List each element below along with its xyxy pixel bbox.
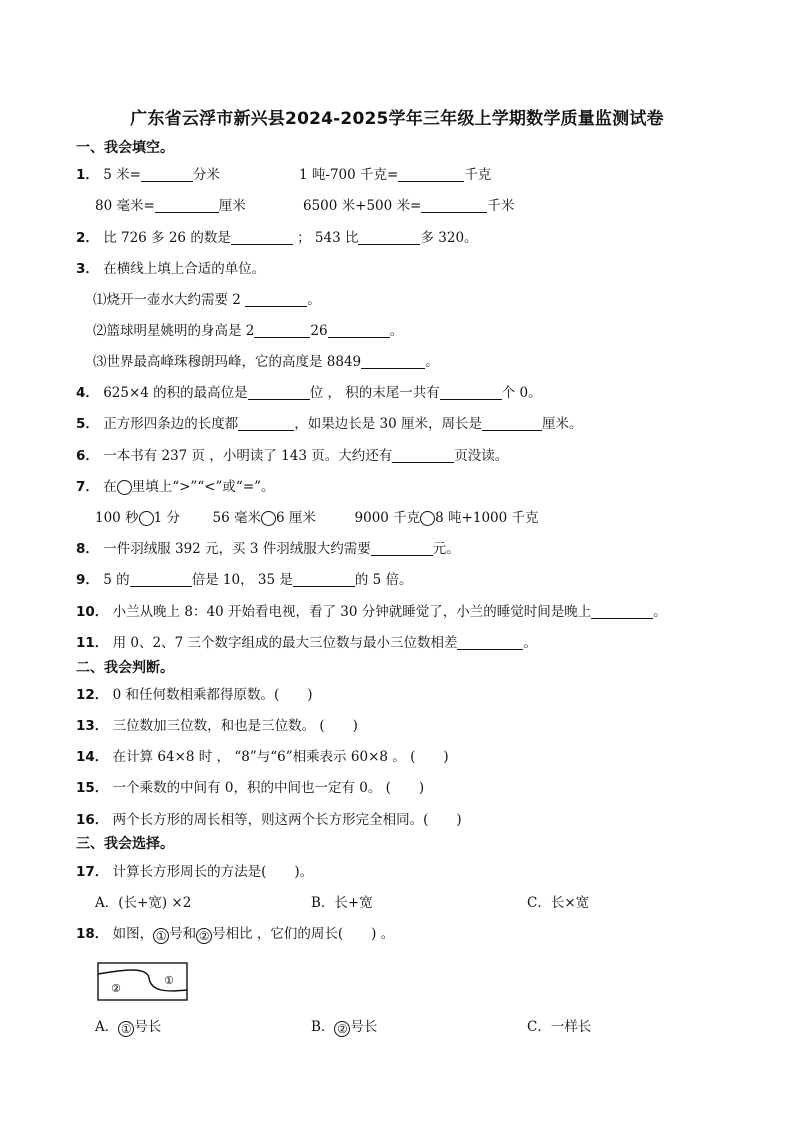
section-judge: 二、我会判断。 (76, 660, 174, 676)
q7-text-a: 在 (103, 479, 117, 495)
q12-text: 0 和任何数相乘都得原数。( (112, 687, 280, 703)
q10-text-b: 。 (653, 604, 667, 620)
q17-close: )。 (294, 864, 314, 880)
q-number: 8． (76, 541, 99, 557)
q14-close: ) (443, 749, 449, 765)
q-number: 4． (76, 385, 99, 401)
q1-b2: 千克 (464, 167, 492, 183)
q7-e3-right: 8 吨+1000 千克 (435, 510, 539, 526)
q9-text-b: 倍是 10， 35 是 (191, 572, 293, 588)
q9-text-a: 5 的 (103, 572, 130, 588)
question-14 (76, 748, 449, 766)
question-7 (76, 478, 275, 496)
q3-item3-text: ⑶世界最高峰珠穆朗玛峰，它的高度是 8849 (93, 354, 362, 370)
section-fill: 一、我会填空。 (76, 140, 174, 156)
compare-circle[interactable] (420, 511, 435, 526)
rectangle-figure (97, 962, 189, 1002)
question-7-exercises (95, 509, 539, 527)
q3-item1-text: ⑴烧开一壶水大约需要 2 (93, 292, 241, 308)
question-10 (76, 603, 667, 621)
q13-text: 三位数加三位数，和也是三位数。 ( (112, 718, 325, 734)
answer-blank[interactable] (254, 323, 310, 338)
q1-c2: 厘米 (218, 198, 246, 214)
q13-close: ) (352, 718, 358, 734)
answer-blank[interactable] (130, 572, 192, 587)
q11-text-a: 用 0、2、7 三个数字组成的最大三位数与最小三位数相差 (112, 635, 458, 651)
question-18 (76, 925, 394, 944)
question-11 (76, 634, 537, 652)
q7-e1-right: 1 分 (153, 510, 180, 526)
q1-c1: 80 毫米= (95, 198, 155, 214)
answer-blank[interactable] (361, 354, 425, 369)
option-b[interactable]: B．长+宽 (311, 895, 373, 911)
question-3 (76, 260, 265, 278)
answer-blank[interactable] (421, 198, 487, 213)
question-6 (76, 447, 508, 465)
option-text: 号长 (350, 1019, 378, 1035)
answer-blank[interactable] (482, 416, 542, 431)
compare-circle[interactable] (139, 511, 154, 526)
q18-text-a: 如图， (112, 926, 154, 942)
answer-blank[interactable] (231, 230, 293, 245)
q3-item2-end: 。 (389, 323, 404, 339)
question-1-d (303, 197, 514, 215)
q7-e1-left: 100 秒 (95, 510, 139, 526)
q-number: 1． (76, 167, 99, 183)
answer-blank[interactable] (248, 385, 310, 400)
q-number: 18． (76, 926, 109, 942)
q-number: 10． (76, 604, 109, 620)
q-number: 9． (76, 572, 99, 588)
q-number: 7． (76, 479, 99, 495)
answer-blank[interactable] (440, 385, 502, 400)
question-3-item-3 (93, 353, 439, 371)
q3-item3-end: 。 (425, 354, 439, 370)
q3-text: 在横线上填上合适的单位。 (103, 261, 266, 277)
q14-text: 在计算 64×8 时 ， “8”与“6”相乘表示 60×8 。 ( (112, 749, 416, 765)
question-4 (76, 384, 542, 402)
q4-text-c: 个 0。 (501, 385, 542, 401)
q5-text-b: ，如果边长是 30 厘米，周长是 (294, 416, 482, 432)
question-15 (76, 779, 424, 797)
compare-circle[interactable] (261, 511, 276, 526)
answer-blank[interactable] (457, 635, 523, 650)
answer-blank[interactable] (155, 198, 219, 213)
circled-two: ② (196, 928, 212, 944)
option-b[interactable] (311, 1018, 377, 1037)
question-3-item-1 (93, 291, 321, 309)
question-13 (76, 717, 358, 735)
option-c[interactable]: C．长×宽 (527, 895, 590, 911)
q3-item1-end: 。 (307, 292, 321, 308)
answer-blank[interactable] (238, 416, 294, 431)
q17-text: 计算长方形周长的方法是( (112, 864, 267, 880)
question-17 (76, 863, 313, 881)
q18-text-b: 号和 (169, 926, 197, 942)
q18-text-c: 号相比 ，它们的周长( (212, 926, 344, 942)
q-number: 15． (76, 780, 109, 796)
circled-one: ① (153, 928, 169, 944)
answer-blank[interactable] (371, 541, 433, 556)
q4-text-a: 625×4 的积的最高位是 (103, 385, 248, 401)
option-text: 号长 (134, 1019, 162, 1035)
q10-text-a: 小兰从晚上 8：40 开始看电视，看了 30 分钟就睡觉了，小兰的睡觉时间是晚上 (112, 604, 592, 620)
q11-text-b: 。 (523, 635, 537, 651)
answer-blank[interactable] (293, 572, 355, 587)
q8-text-b: 元。 (432, 541, 460, 557)
option-c[interactable]: C．一样长 (527, 1019, 592, 1035)
option-letter: A． (95, 1019, 119, 1035)
q-number: 13． (76, 718, 109, 734)
q4-text-b: 位 ， 积的末尾一共有 (309, 385, 440, 401)
answer-blank[interactable] (392, 448, 454, 463)
question-1-b (299, 166, 491, 184)
option-letter: B． (311, 1019, 335, 1035)
circled-one: ① (118, 1021, 134, 1037)
q2-text-b: ； 543 比 (297, 230, 359, 246)
question-9 (76, 571, 413, 589)
q7-e2-right: 6 厘米 (276, 510, 316, 526)
q-number: 11． (76, 635, 109, 651)
q1-a1: 5 米= (103, 167, 141, 183)
question-2 (76, 229, 478, 247)
q15-close: ) (418, 780, 425, 796)
q5-text-a: 正方形四条边的长度都 (103, 416, 239, 432)
answer-blank[interactable] (591, 604, 653, 619)
answer-blank[interactable] (245, 292, 307, 307)
option-a[interactable] (95, 1018, 161, 1037)
answer-blank[interactable] (358, 230, 420, 245)
q3-item2-text: ⑵篮球明星姚明的身高是 2 (93, 323, 255, 339)
circle-icon (117, 480, 132, 495)
q7-e2-left: 56 毫米 (212, 510, 262, 526)
q9-text-c: 的 5 倍。 (354, 572, 413, 588)
q1-a2: 分米 (192, 167, 220, 183)
answer-blank[interactable] (141, 167, 193, 182)
q15-text: 一个乘数的中间有 0，积的中间也一定有 0。 ( (112, 780, 391, 796)
q-number: 12． (76, 687, 109, 703)
figure-label-1: ① (164, 974, 174, 987)
q16-close: ) (456, 812, 462, 828)
page-title: 广东省云浮市新兴县2024-2025学年三年级上学期数学质量监测试卷 (130, 109, 664, 129)
q-number: 6． (76, 448, 99, 464)
q5-text-c: 厘米。 (541, 416, 583, 432)
question-1-c (95, 197, 246, 215)
q18-text-d: ) 。 (371, 926, 395, 942)
option-a[interactable]: A．(长+宽) ×2 (95, 895, 192, 911)
question-16 (76, 811, 462, 829)
question-1 (76, 166, 220, 184)
q1-d1: 6500 米+500 米= (303, 198, 422, 214)
q1-b1: 1 吨-700 千克= (299, 167, 399, 183)
q-number: 2． (76, 230, 99, 246)
q-number: 17． (76, 864, 109, 880)
q12-close: ) (307, 687, 313, 703)
q7-e3-left: 9000 千克 (354, 510, 421, 526)
q-number: 16． (76, 812, 109, 828)
q2-text-a: 比 726 多 26 的数是 (103, 230, 231, 246)
q6-text-b: 页没读。 (454, 448, 509, 464)
q3-item2-mid: 26 (310, 323, 328, 339)
question-12 (76, 686, 313, 704)
q8-text-a: 一件羽绒服 392 元，买 3 件羽绒服大约需要 (103, 541, 371, 557)
circled-two: ② (334, 1021, 350, 1037)
answer-blank[interactable] (328, 323, 390, 338)
q2-text-c: 多 320。 (420, 230, 478, 246)
section-choice: 三、我会选择。 (76, 836, 174, 852)
question-3-item-2 (93, 322, 403, 340)
answer-blank[interactable] (398, 167, 464, 182)
figure-label-2: ② (111, 982, 121, 995)
question-5 (76, 415, 582, 433)
q-number: 3． (76, 261, 99, 277)
q7-text-b: 里填上“>”“<”或“=”。 (131, 479, 275, 495)
question-8 (76, 540, 460, 558)
q16-text: 两个长方形的周长相等，则这两个长方形完全相同。( (112, 812, 429, 828)
q1-d2: 千米 (487, 198, 515, 214)
q6-text-a: 一本书有 237 页 ，小明读了 143 页。大约还有 (103, 448, 393, 464)
q-number: 14． (76, 749, 109, 765)
q-number: 5． (76, 416, 99, 432)
